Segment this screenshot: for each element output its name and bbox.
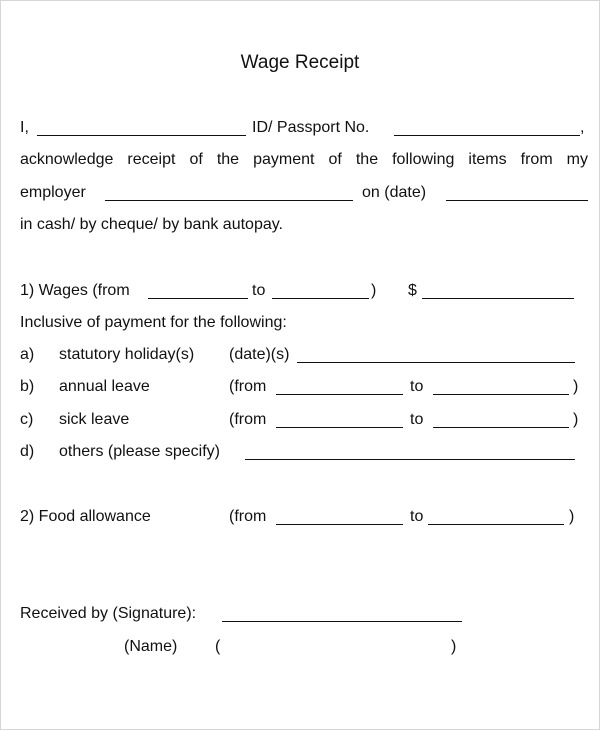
item-a-date-label: (date)(s) (229, 346, 290, 363)
employer-label: employer (20, 184, 86, 201)
wages-to-blank[interactable] (272, 298, 369, 299)
item-c-letter: c) (20, 411, 34, 428)
item-d-letter: d) (20, 443, 35, 460)
wages-amount-blank[interactable] (422, 298, 574, 299)
item-c-close-paren: ) (573, 411, 579, 428)
name-label: (Name) (124, 638, 178, 655)
food-from-label: (from (229, 508, 267, 525)
sick-leave-to-blank[interactable] (433, 427, 569, 428)
item-d-label: others (please specify) (59, 443, 220, 460)
item-b-to-label: to (410, 378, 424, 395)
annual-leave-to-blank[interactable] (433, 394, 569, 395)
id-comma: , (580, 119, 585, 136)
item-a-label: statutory holiday(s) (59, 346, 195, 363)
employer-blank[interactable] (105, 200, 353, 201)
name-close-paren: ) (451, 638, 457, 655)
sick-leave-from-blank[interactable] (276, 427, 403, 428)
holiday-date-blank[interactable] (297, 362, 575, 363)
item-c-to-label: to (410, 411, 424, 428)
food-from-blank[interactable] (276, 524, 403, 525)
on-date-label: on (date) (362, 184, 427, 201)
wages-close-paren: ) (371, 282, 377, 299)
intro-i-label: I, (20, 119, 29, 136)
food-close-paren: ) (569, 508, 575, 525)
dollar-sign: $ (408, 282, 417, 299)
annual-leave-from-blank[interactable] (276, 394, 403, 395)
printed-name-field[interactable] (228, 654, 450, 655)
id-passport-blank[interactable] (394, 135, 580, 136)
page-title: Wage Receipt (240, 52, 360, 73)
wages-to-label: to (252, 282, 266, 299)
item-b-label: annual leave (59, 378, 150, 395)
item-b-letter: b) (20, 378, 35, 395)
payment-methods: in cash/ by cheque/ by bank autopay. (20, 216, 283, 233)
item-a-letter: a) (20, 346, 35, 363)
food-allowance-label: 2) Food allowance (20, 508, 151, 525)
date-blank[interactable] (446, 200, 588, 201)
name-blank[interactable] (37, 135, 246, 136)
inclusive-label: Inclusive of payment for the following: (20, 314, 287, 331)
item-c-from-label: (from (229, 411, 267, 428)
others-blank[interactable] (245, 459, 575, 460)
signature-label: Received by (Signature): (20, 605, 197, 622)
food-to-blank[interactable] (428, 524, 564, 525)
item-b-close-paren: ) (573, 378, 579, 395)
id-passport-label: ID/ Passport No. (252, 119, 370, 136)
wages-from-blank[interactable] (148, 298, 248, 299)
acknowledge-line: acknowledge receipt of the payment of the following items from my (20, 151, 588, 168)
name-open-paren: ( (215, 638, 221, 655)
item-b-from-label: (from (229, 378, 267, 395)
food-to-label: to (410, 508, 424, 525)
wages-label: 1) Wages (from (20, 282, 130, 299)
item-c-label: sick leave (59, 411, 130, 428)
signature-blank[interactable] (222, 621, 462, 622)
